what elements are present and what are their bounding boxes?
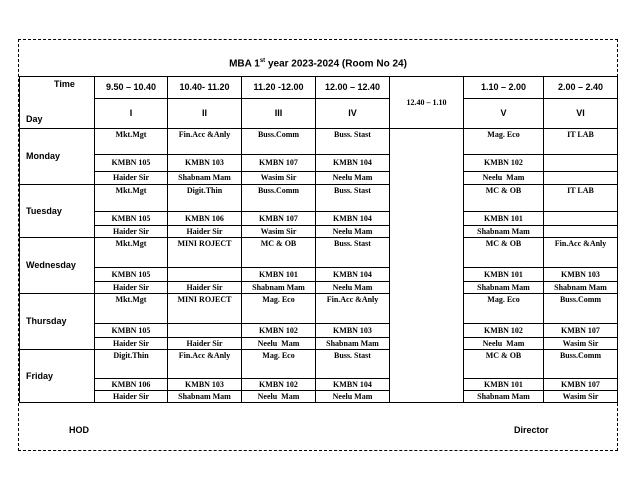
break-time-header: 12.40 – 1.10 bbox=[390, 77, 464, 129]
teacher-cell: Wasim Sir bbox=[242, 172, 316, 185]
teacher-cell: Neelu Mam bbox=[316, 226, 390, 238]
subject-cell: MC & OB bbox=[464, 238, 544, 268]
slot-number-header: I bbox=[95, 99, 168, 129]
day-label: Wednesday bbox=[20, 238, 95, 294]
course-code-cell: KMBN 105 bbox=[95, 268, 168, 282]
subject-cell: Digit.Thin bbox=[168, 185, 242, 212]
teacher-cell: Shabnam Mam bbox=[544, 282, 618, 294]
teacher-cell bbox=[544, 226, 618, 238]
course-code-cell: KMBN 103 bbox=[316, 324, 390, 338]
day-teacher-row bbox=[20, 226, 618, 238]
teacher-cell: Haider Sir bbox=[95, 226, 168, 238]
corner-day-label: Day bbox=[26, 114, 43, 124]
subject-cell: Buss. Stast bbox=[316, 350, 390, 379]
subject-cell: Fin.Acc &Anly bbox=[316, 294, 390, 324]
teacher-cell: Haider Sir bbox=[168, 226, 242, 238]
course-code-cell: KMBN 102 bbox=[464, 324, 544, 338]
day-subject-row bbox=[20, 129, 618, 155]
teacher-cell: Shabnam Mam bbox=[464, 391, 544, 403]
course-code-cell: KMBN 104 bbox=[316, 379, 390, 391]
subject-cell: MINI ROJECT bbox=[168, 238, 242, 268]
subject-cell: Fin.Acc &Anly bbox=[544, 238, 618, 268]
course-code-cell: KMBN 102 bbox=[464, 155, 544, 172]
subject-cell: Buss.Comm bbox=[544, 294, 618, 324]
slot-time-header: 1.10 – 2.00 bbox=[464, 77, 544, 99]
course-code-cell: KMBN 103 bbox=[544, 268, 618, 282]
day-label: Monday bbox=[20, 129, 95, 185]
subject-cell: MC & OB bbox=[464, 185, 544, 212]
day-teacher-row bbox=[20, 282, 618, 294]
teacher-cell: Haider Sir bbox=[95, 282, 168, 294]
subject-cell: Mag. Eco bbox=[242, 350, 316, 379]
slot-time-header: 10.40- 11.20 bbox=[168, 77, 242, 99]
teacher-cell: Neelu Mam bbox=[464, 172, 544, 185]
slot-number-header: V bbox=[464, 99, 544, 129]
course-code-cell: KMBN 102 bbox=[242, 324, 316, 338]
course-code-cell: KMBN 107 bbox=[544, 379, 618, 391]
day-subject-row bbox=[20, 238, 618, 268]
subject-cell: Buss.Comm bbox=[544, 350, 618, 379]
teacher-cell: Shabnam Mam bbox=[316, 338, 390, 350]
course-code-cell: KMBN 107 bbox=[544, 324, 618, 338]
course-code-cell: KMBN 101 bbox=[464, 212, 544, 226]
day-label: Thursday bbox=[20, 294, 95, 350]
course-code-cell bbox=[168, 268, 242, 282]
course-code-cell: KMBN 104 bbox=[316, 212, 390, 226]
course-code-cell: KMBN 104 bbox=[316, 155, 390, 172]
course-code-cell: KMBN 102 bbox=[242, 379, 316, 391]
course-code-cell: KMBN 105 bbox=[95, 324, 168, 338]
course-code-cell bbox=[544, 155, 618, 172]
director-signature-label: Director bbox=[514, 425, 549, 435]
hod-signature-label: HOD bbox=[69, 425, 89, 435]
course-code-cell: KMBN 107 bbox=[242, 155, 316, 172]
day-subject-row bbox=[20, 350, 618, 379]
subject-cell: Mkt.Mgt bbox=[95, 129, 168, 155]
slot-number-header: IV bbox=[316, 99, 390, 129]
day-code-row bbox=[20, 379, 618, 391]
course-code-cell: KMBN 106 bbox=[168, 212, 242, 226]
teacher-cell: Wasim Sir bbox=[544, 391, 618, 403]
title-rest: year 2023-2024 (Room No 24) bbox=[265, 58, 407, 70]
slot-time-header: 9.50 – 10.40 bbox=[95, 77, 168, 99]
slot-number-header: II bbox=[168, 99, 242, 129]
corner-cell bbox=[20, 77, 95, 129]
teacher-cell: Haider Sir bbox=[168, 338, 242, 350]
title-main: MBA 1 bbox=[229, 58, 260, 70]
break-column bbox=[390, 129, 464, 403]
course-code-cell: KMBN 105 bbox=[95, 155, 168, 172]
course-code-cell: KMBN 104 bbox=[316, 268, 390, 282]
timetable-frame bbox=[18, 39, 618, 451]
day-subject-row bbox=[20, 185, 618, 212]
subject-cell: Digit.Thin bbox=[95, 350, 168, 379]
course-code-cell: KMBN 105 bbox=[95, 212, 168, 226]
day-code-row bbox=[20, 324, 618, 338]
teacher-cell: Haider Sir bbox=[95, 338, 168, 350]
course-code-cell bbox=[544, 212, 618, 226]
teacher-cell: Shabnam Mam bbox=[168, 391, 242, 403]
day-teacher-row bbox=[20, 338, 618, 350]
teacher-cell: Haider Sir bbox=[95, 172, 168, 185]
teacher-cell: Wasim Sir bbox=[242, 226, 316, 238]
day-teacher-row bbox=[20, 172, 618, 185]
slot-time-header: 11.20 -12.00 bbox=[242, 77, 316, 99]
day-teacher-row bbox=[20, 391, 618, 403]
course-code-cell: KMBN 101 bbox=[464, 268, 544, 282]
timetable bbox=[19, 76, 618, 403]
course-code-cell: KMBN 103 bbox=[168, 379, 242, 391]
subject-cell: Mag. Eco bbox=[464, 129, 544, 155]
teacher-cell: Shabnam Mam bbox=[464, 282, 544, 294]
teacher-cell: Neelu Mam bbox=[242, 391, 316, 403]
teacher-cell: Neelu Mam bbox=[242, 338, 316, 350]
day-code-row bbox=[20, 268, 618, 282]
subject-cell: IT LAB bbox=[544, 129, 618, 155]
slot-time-header: 2.00 – 2.40 bbox=[544, 77, 618, 99]
subject-cell: Buss. Stast bbox=[316, 129, 390, 155]
page-title bbox=[19, 58, 617, 69]
subject-cell: Mkt.Mgt bbox=[95, 294, 168, 324]
slot-number-header: VI bbox=[544, 99, 618, 129]
subject-cell: IT LAB bbox=[544, 185, 618, 212]
teacher-cell: Neelu Mam bbox=[316, 391, 390, 403]
teacher-cell: Shabnam Mam bbox=[464, 226, 544, 238]
subject-cell: Buss. Stast bbox=[316, 238, 390, 268]
subject-cell: MC & OB bbox=[242, 238, 316, 268]
subject-cell: MC & OB bbox=[464, 350, 544, 379]
subject-cell: Mkt.Mgt bbox=[95, 185, 168, 212]
subject-cell: MINI ROJECT bbox=[168, 294, 242, 324]
course-code-cell: KMBN 106 bbox=[95, 379, 168, 391]
course-code-cell bbox=[168, 324, 242, 338]
day-label: Tuesday bbox=[20, 185, 95, 238]
day-code-row bbox=[20, 155, 618, 172]
subject-cell: Mag. Eco bbox=[464, 294, 544, 324]
teacher-cell: Neelu Mam bbox=[316, 282, 390, 294]
teacher-cell: Wasim Sir bbox=[544, 338, 618, 350]
course-code-cell: KMBN 101 bbox=[242, 268, 316, 282]
subject-cell: Buss. Stast bbox=[316, 185, 390, 212]
day-code-row bbox=[20, 212, 618, 226]
corner-time-label: Time bbox=[54, 79, 75, 89]
slot-number-header: III bbox=[242, 99, 316, 129]
teacher-cell: Shabnam Mam bbox=[242, 282, 316, 294]
teacher-cell: Neelu Mam bbox=[316, 172, 390, 185]
subject-cell: Fin.Acc &Anly bbox=[168, 129, 242, 155]
teacher-cell: Shabnam Mam bbox=[168, 172, 242, 185]
teacher-cell bbox=[544, 172, 618, 185]
course-code-cell: KMBN 101 bbox=[464, 379, 544, 391]
title-superscript: st bbox=[259, 58, 266, 64]
subject-cell: Buss.Comm bbox=[242, 129, 316, 155]
teacher-cell: Haider Sir bbox=[95, 391, 168, 403]
subject-cell: Mag. Eco bbox=[242, 294, 316, 324]
subject-cell: Mkt.Mgt bbox=[95, 238, 168, 268]
teacher-cell: Haider Sir bbox=[168, 282, 242, 294]
subject-cell: Fin.Acc &Anly bbox=[168, 350, 242, 379]
course-code-cell: KMBN 107 bbox=[242, 212, 316, 226]
day-subject-row bbox=[20, 294, 618, 324]
slot-time-header: 12.00 – 12.40 bbox=[316, 77, 390, 99]
subject-cell: Buss.Comm bbox=[242, 185, 316, 212]
teacher-cell: Neelu Mam bbox=[464, 338, 544, 350]
day-label: Friday bbox=[20, 350, 95, 403]
course-code-cell: KMBN 103 bbox=[168, 155, 242, 172]
